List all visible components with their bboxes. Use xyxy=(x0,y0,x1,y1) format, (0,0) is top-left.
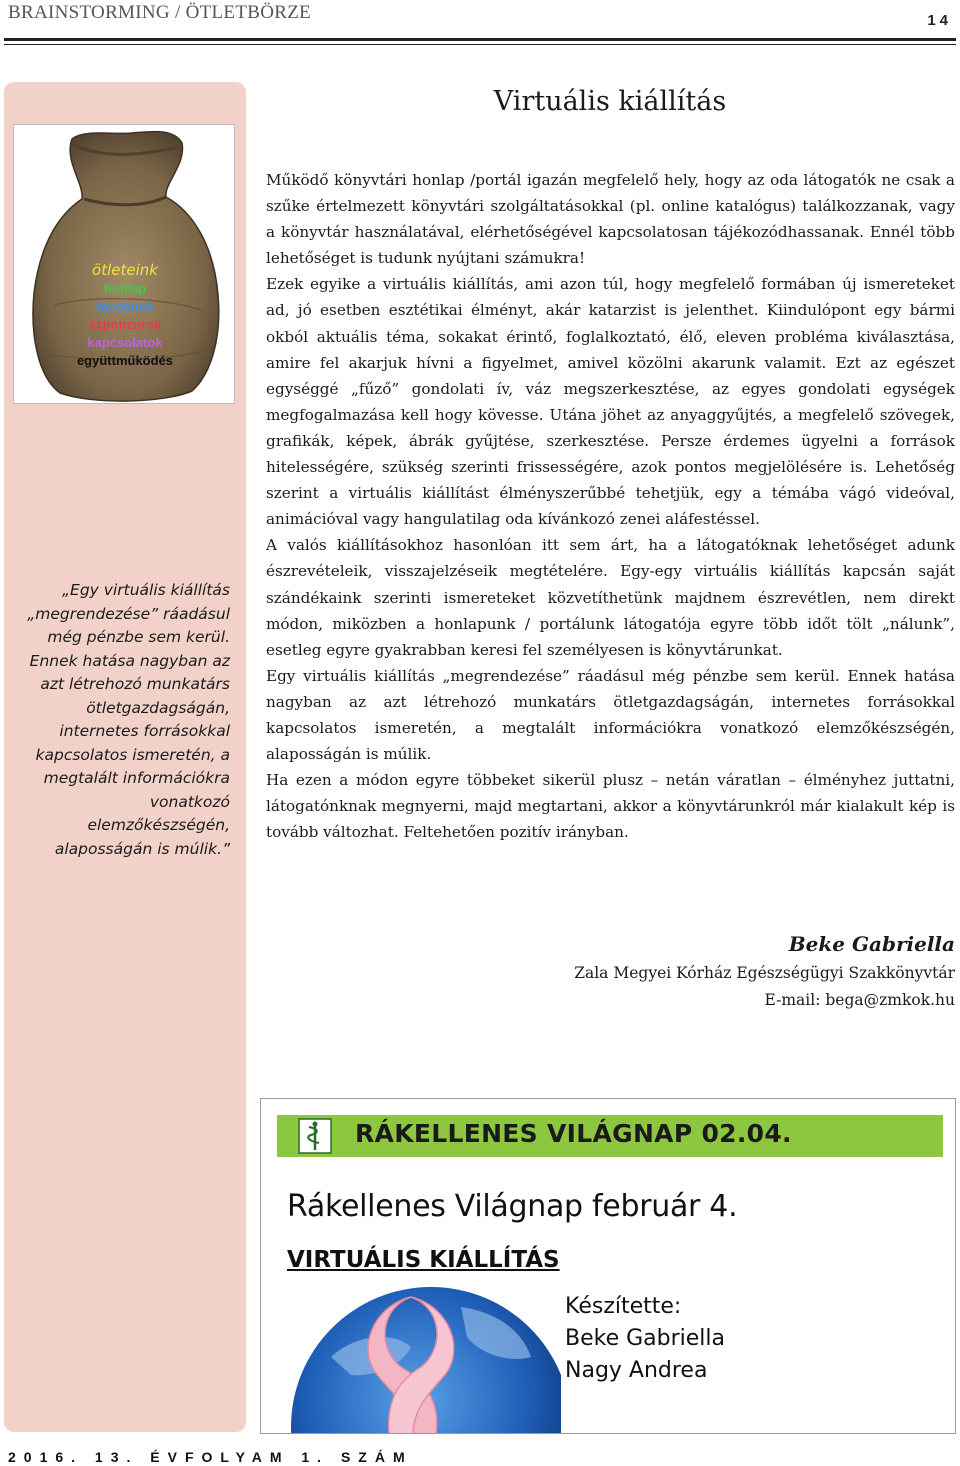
author-email: E-mail: bega@zmkok.hu xyxy=(764,991,955,1009)
sack-image xyxy=(13,124,235,404)
poster-banner-text: RÁKELLENES VILÁGNAP 02.04. xyxy=(355,1119,792,1148)
author-name: Beke Gabriella xyxy=(788,932,955,956)
sack-word-1: ötleteink xyxy=(92,261,158,279)
article-title: Virtuális kiállítás xyxy=(493,86,727,117)
sack-word-5: kapcsolatok xyxy=(87,335,163,350)
poster-banner xyxy=(277,1115,943,1157)
paragraph-2: Ezek egyike a virtuális kiállítás, ami azon túl, hogy megfelelő formában új ismereteket ad, jó esetben esztétikai élményt, akár katarzist is jelenthet. Kiindulópont egy bármi okból aktuális téma, sokakat érintő, foglalkoztató, élő, eleven probléma kiválasztása, amire fel akarjuk hívni a figyelmet, amivel közölni akarunk valamit. Ezt az egészet egységgé „fűző” gondolati ív, váz megszerkesztése, az egyes gondolati egységek megfogalmazása kell hogy kövesse. Utána jöhet az anyaggyűjtés, a megfelelő szövegek, grafikák, képek, ábrák gyűjtése, szerkesztése. Persze érdemes ügyelni a források hitelességére, szükség szerinti frissességére, azok pontos megjelölésére is. Lehetőség szerint a virtuális kiállítást élményszerűbbé tehetjük, egy a témába vágó videóval, animációval vagy hangulatilag oda kívánkozó zenei aláfestéssel. xyxy=(266,275,955,529)
sack-word-3: facebook xyxy=(96,299,154,314)
paragraph-1: Működő könyvtári honlap /portál igazán megfelelő hely, hogy az oda látogatók ne csak a szűke értelmezett könyvtári szolgáltatásokkal (pl. online katalógus) találkozzanak, vagy a könyvtár használatával, elérhetőségével kapcsolatosan tájékozódhassanak. Ennél több lehetőséget is tudunk nyújtani számukra! xyxy=(266,171,955,268)
poster-subheading: VIRTUÁLIS KIÁLLÍTÁS xyxy=(287,1247,560,1273)
article-body xyxy=(266,167,955,845)
header-title: BRAINSTORMING / ÖTLETBÖRZE xyxy=(8,2,312,23)
paragraph-3: A valós kiállításokhoz hasonlóan itt sem árt, ha a látogatóknak lehetőséget adunk észrevételeik, visszajelzéseik megtételére. Egy-egy virtuális kiállítás kapcsán saját szándékaink szerinti ismereteket közvetíthetünk majdnem észrevétlen, nem direkt módon, miközben a honlapunk / portálunk látogatója egyre több időt tölt „nálunk”, esetleg egyre gyakrabban keresi fel személyesen is könyvtárunkat. xyxy=(266,536,955,659)
poster-maker-1: Beke Gabriella xyxy=(565,1326,726,1351)
author-affiliation: Zala Megyei Kórház Egészségügyi Szakkönyvtár xyxy=(574,964,955,982)
pull-quote: „Egy virtuális kiállítás „megrendezése” ráadásul még pénzbe sem kerül. Ennek hatása nagyban az azt létrehozó munkatárs ötletgazdagságán, internetes forrásokkal kapcsolatos ismeretén, a megtalált információkra vonatkozó elemzőkészségén, alaposságán is múlik.” xyxy=(27,581,230,858)
poster-made-by-label: Készítette: xyxy=(565,1294,682,1319)
poster-maker-2: Nagy Andrea xyxy=(565,1358,708,1383)
sack-word-4: szponzorok xyxy=(88,317,162,332)
poster-heading: Rákellenes Világnap február 4. xyxy=(287,1189,738,1224)
paragraph-4: Egy virtuális kiállítás „megrendezése” ráadásul még pénzbe sem kerül. Ennek hatása nagyban az azt létrehozó munkatárs ötletgazdagságán, internetes forrásokkal kapcsolatos ismeretén, a megtalált információkra vonatkozó elemzőkészségén, alaposságán is múlik. xyxy=(266,666,955,764)
globe-ribbon-image xyxy=(261,1267,561,1434)
header-rule-thick xyxy=(4,38,956,41)
poster-credits xyxy=(565,1291,725,1387)
sidebar-panel xyxy=(4,82,246,1432)
caduceus-icon xyxy=(297,1117,333,1155)
footer-issue: 2016. 13. ÉVFOLYAM 1. SZÁM xyxy=(8,1449,413,1465)
exhibition-poster xyxy=(260,1098,956,1434)
paragraph-5: Ha ezen a módon egyre többeket sikerül plusz – netán váratlan – élményhez juttatni, látogatónknak megnyerni, majd megtartani, akkor a könyvtárunkról már kialakult kép is tovább változhat. Feltehetően pozitív irányban. xyxy=(266,771,955,842)
page-number: 14 xyxy=(927,12,952,29)
header-rule-thin xyxy=(4,44,956,45)
sack-word-6: együttműködés xyxy=(76,353,174,368)
sack-word-2: honlap xyxy=(103,281,147,296)
